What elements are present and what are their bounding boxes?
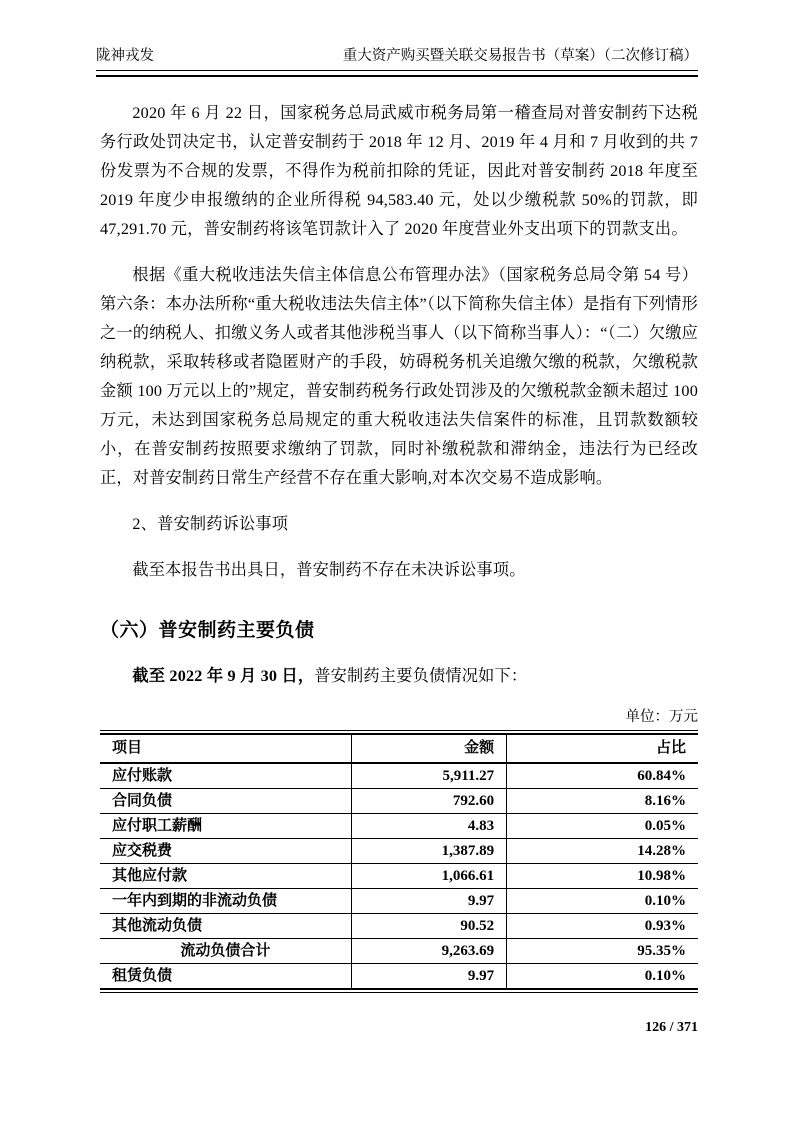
cell-item: 其他应付款 bbox=[100, 864, 351, 889]
liabilities-table-container bbox=[100, 730, 698, 993]
section-heading-major-liabilities: （六）普安制药主要负债 bbox=[100, 620, 315, 641]
subheading-litigation: 2、普安制药诉讼事项 bbox=[132, 515, 289, 533]
cell-item: 应付职工薪酬 bbox=[100, 814, 351, 839]
column-header-amount: 金额 bbox=[351, 734, 506, 763]
table-row bbox=[100, 889, 698, 914]
cell-ratio: 0.05% bbox=[507, 814, 698, 839]
header-report-title: 重大资产购买暨关联交易报告书（草案）（二次修订稿） bbox=[342, 48, 698, 64]
cell-amount: 90.52 bbox=[351, 914, 506, 939]
page-number: 126 / 371 bbox=[645, 1020, 698, 1035]
paragraph-litigation-status: 截至本报告书出具日，普安制药不存在未决诉讼事项。 bbox=[132, 561, 526, 579]
cell-ratio: 95.35% bbox=[507, 939, 698, 964]
table-row bbox=[100, 964, 698, 990]
paragraph-tax-penalty: 2020 年 6 月 22 日，国家税务总局武威市税务局第一稽查局对普安制药下达税务行政处罚决定书，认定普安制药于 2018 年 12 月、2019 年 4 月和 7 月收到的共 7 份发票为不合规的发票，不得作为税前扣除的凭证，因此对普安制药 2018 年度至 2019 年度少申报缴纳的企业所得税 94,583.40 元，处以少缴税款 50%的罚款，即 47,291.70 元，普安制药将该笔罚款计入了 2020 年度营业外支出项下的罚款支出。 bbox=[100, 104, 698, 238]
column-header-item: 项目 bbox=[100, 734, 351, 763]
table-row bbox=[100, 763, 698, 789]
cell-amount: 1,066.61 bbox=[351, 864, 506, 889]
cell-amount: 1,387.89 bbox=[351, 839, 506, 864]
cell-ratio: 10.98% bbox=[507, 864, 698, 889]
cell-amount: 792.60 bbox=[351, 789, 506, 814]
table-row bbox=[100, 789, 698, 814]
intro-date-lead: 截至 2022 年 9 月 30 日， bbox=[132, 667, 315, 685]
header-company-name: 陇神戎发 bbox=[96, 48, 154, 64]
cell-item: 应交税费 bbox=[100, 839, 351, 864]
table-header-row bbox=[100, 734, 698, 763]
page-content bbox=[100, 82, 698, 993]
cell-ratio: 0.93% bbox=[507, 914, 698, 939]
table-row bbox=[100, 814, 698, 839]
table-row bbox=[100, 839, 698, 864]
intro-rest: 普安制药主要负债情况如下： bbox=[314, 667, 528, 685]
liabilities-table bbox=[100, 733, 698, 990]
cell-ratio: 14.28% bbox=[507, 839, 698, 864]
cell-ratio: 60.84% bbox=[637, 767, 686, 784]
cell-ratio: 0.10% bbox=[507, 964, 698, 990]
paragraph-regulation: 根据《重大税收违法失信主体信息公布管理办法》（国家税务总局令第 54 号）第六条：本办法所称“重大税收违法失信主体”（以下简称失信主体）是指有下列情形之一的纳税人、扣缴义务人或者其他涉税当事人（以下简称当事人）：“（二）欠缴应纳税款，采取转移或者隐匿财产的手段，妨碍税务机关追缴欠缴的税款，欠缴税款金额 100 万元以上的”规定，普安制药税务行政处罚涉及的欠缴税款金额未超过 100 万元，未达到国家税务总局规定的重大税收违法失信案件的标准，且罚款数额较小，在普安制药按照要求缴纳了罚款，同时补缴税款和滞纳金，违法行为已经改正，对普安制药日常生产经营不存在重大影响,对本次交易不造成影响。 bbox=[100, 266, 698, 487]
cell-amount: 4.83 bbox=[351, 814, 506, 839]
cell-item: 其他流动负债 bbox=[100, 914, 351, 939]
cell-amount: 9,263.69 bbox=[351, 939, 506, 964]
cell-ratio: 8.16% bbox=[507, 789, 698, 814]
cell-item: 应付账款 bbox=[100, 763, 351, 789]
header-rule bbox=[96, 71, 698, 77]
cell-ratio: 0.10% bbox=[507, 889, 698, 914]
cell-item: 一年内到期的非流动负债 bbox=[100, 889, 351, 914]
cell-amount: 9.97 bbox=[351, 964, 506, 990]
cell-amount: 9.97 bbox=[351, 889, 506, 914]
column-header-ratio: 占比 bbox=[507, 734, 698, 763]
cell-item: 合同负债 bbox=[100, 789, 351, 814]
liabilities-intro bbox=[100, 662, 698, 691]
table-row bbox=[100, 864, 698, 889]
table-row bbox=[100, 914, 698, 939]
cell-amount: 5,911.27 bbox=[351, 763, 506, 789]
running-header bbox=[96, 46, 698, 77]
unit-label: 单位：万元 bbox=[625, 709, 698, 725]
table-row-total bbox=[100, 939, 698, 964]
cell-item: 流动负债合计 bbox=[100, 939, 351, 964]
cell-item: 租赁负债 bbox=[100, 964, 351, 990]
